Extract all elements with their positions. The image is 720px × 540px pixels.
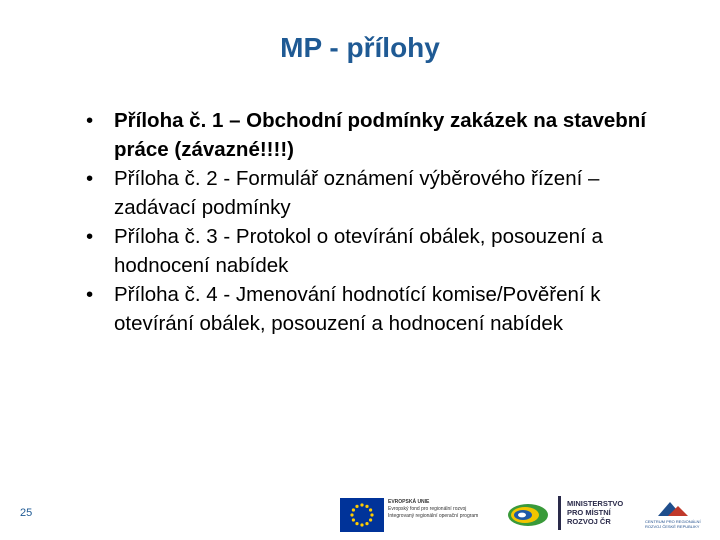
list-item-text: Příloha č. 3 - Protokol o otevírání obálek, posouzení a hodnocení nabídek — [114, 225, 603, 277]
eu-text-line: EVROPSKÁ UNIE — [388, 499, 430, 505]
eu-text-line: Evropský fond pro regionální rozvoj — [388, 506, 467, 512]
mmr-text-line: ROZVOJ ČR — [567, 517, 611, 526]
list-item — [82, 164, 682, 222]
mmr-text-line: MINISTERSTVO — [567, 499, 624, 508]
mmr-text-line: PRO MÍSTNÍ — [567, 508, 611, 517]
bullet-icon: • — [86, 225, 94, 248]
attachment-list — [82, 106, 682, 338]
list-item — [82, 222, 682, 280]
crr-text-block: CENTRUM PRO REGIONÁLNÍ ROZVOJ ČESKÉ REPUBLIKY — [645, 519, 701, 529]
list-item — [82, 106, 682, 164]
eu-text-block — [388, 499, 488, 520]
mmr-emblem-icon — [558, 496, 564, 530]
mmr-text-block — [567, 499, 629, 526]
crr-logo-icon — [640, 498, 706, 518]
bullet-icon: • — [86, 167, 94, 190]
page-number: 25 — [20, 507, 33, 519]
slide-title: MP - přílohy — [280, 32, 440, 63]
list-item-text: Příloha č. 1 – Obchodní podmínky zakázek na stavební práce (závazné!!!!) — [114, 109, 647, 161]
list-item — [82, 280, 682, 338]
eu-flag-icon — [340, 498, 384, 532]
bullet-icon: • — [86, 109, 94, 132]
eu-text-line: Integrovaný regionální operační program — [388, 513, 479, 519]
list-item-text: Příloha č. 4 - Jmenování hodnotící komise/Pověření k otevírání obálek, posouzení a hodnocení nabídek — [114, 283, 601, 335]
irop-logo-icon — [506, 501, 550, 529]
list-item-text: Příloha č. 2 - Formulář oznámení výběrového řízení – zadávací podmínky — [114, 167, 600, 219]
bullet-icon: • — [86, 283, 94, 306]
